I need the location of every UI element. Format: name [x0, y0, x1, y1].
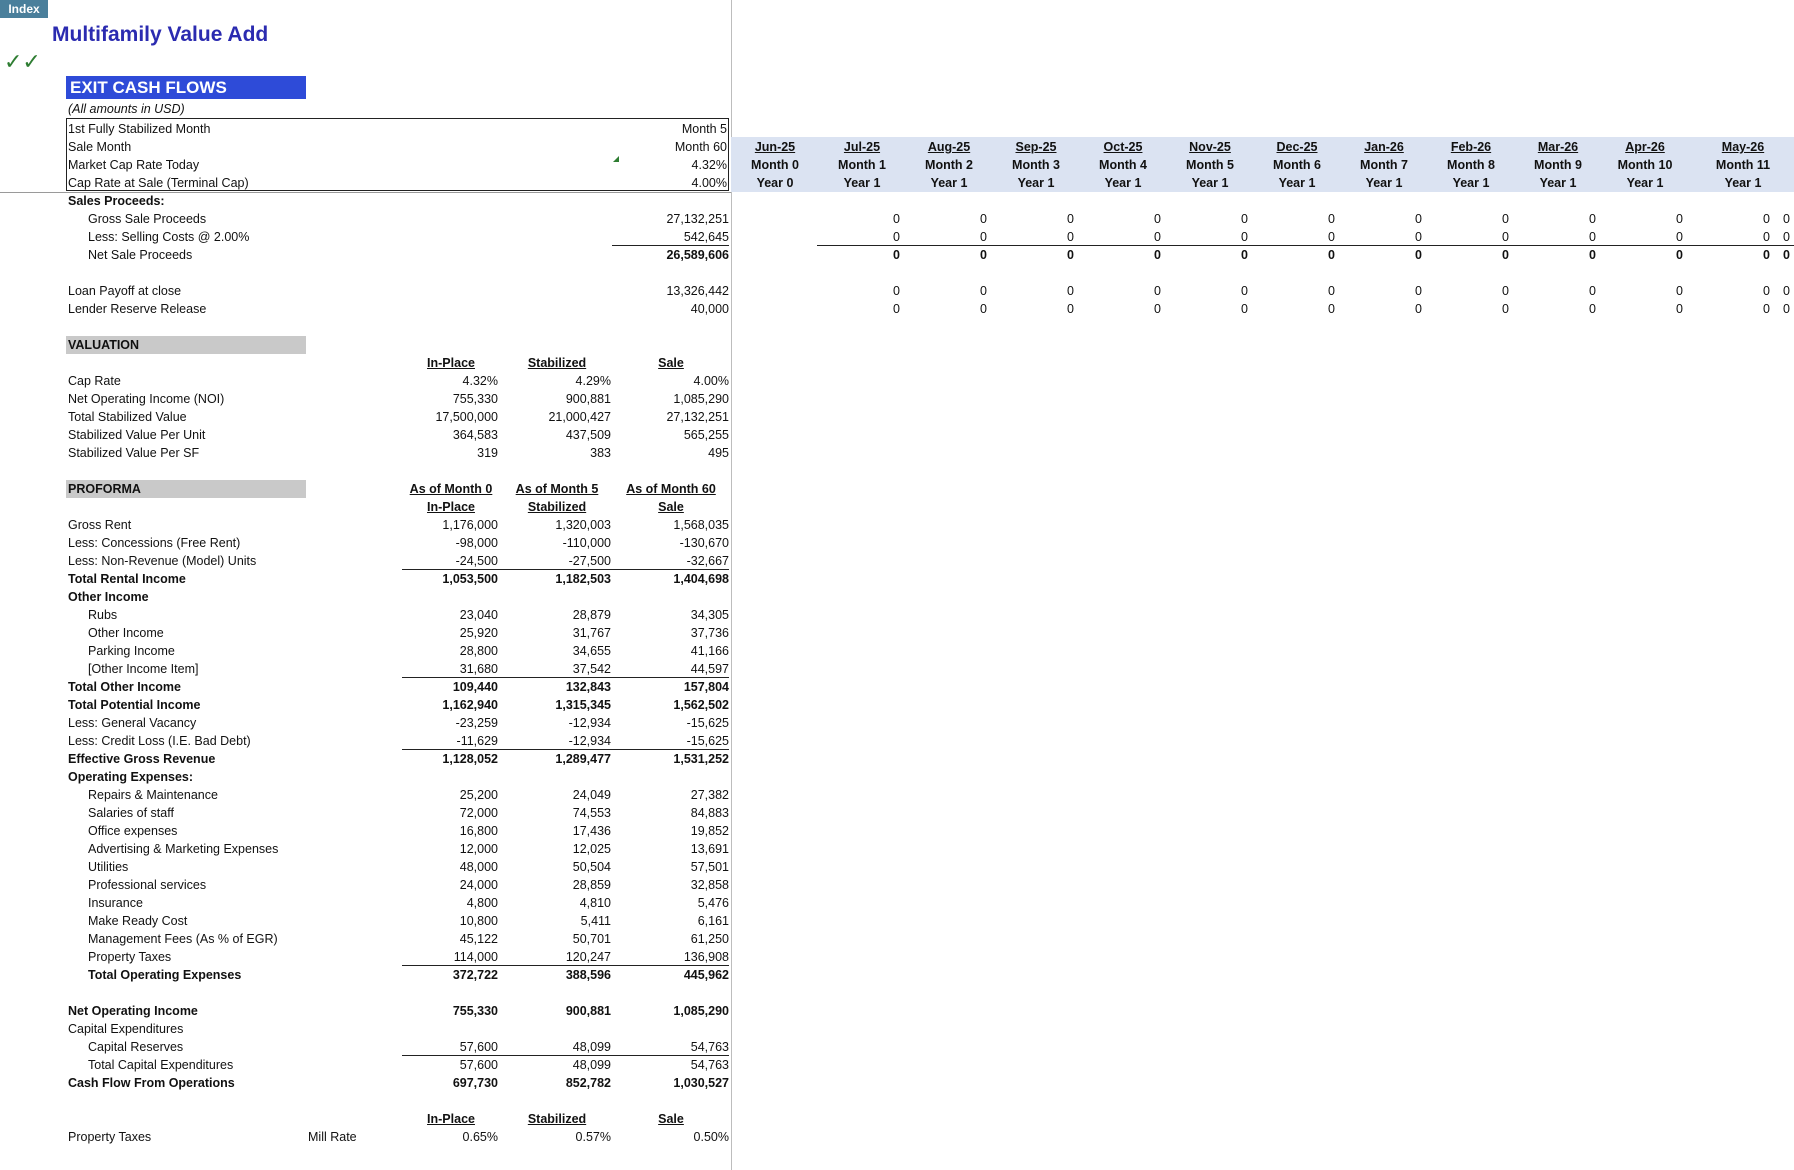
mill-rate-value[interactable]: 0.65% [462, 1130, 498, 1144]
timeline-cell[interactable]: 0 [1676, 284, 1683, 298]
assumption-label: Sale Month [68, 140, 132, 154]
proforma-value[interactable]: 697,730 [452, 1076, 498, 1090]
timeline-cell[interactable]: 0 [1763, 248, 1770, 262]
timeline-year: Year 1 [1191, 176, 1229, 190]
timeline-cell[interactable]: 0 [1783, 302, 1790, 316]
valuation-value[interactable]: 383 [590, 446, 611, 460]
timeline-cell[interactable]: 0 [1328, 248, 1335, 262]
currency-note: (All amounts in USD) [68, 102, 185, 116]
valuation-value[interactable]: 4.29% [575, 374, 611, 388]
valuation-row-label: Stabilized Value Per SF [68, 446, 200, 460]
timeline-year: Year 1 [930, 176, 968, 190]
timeline-year: Year 1 [1724, 176, 1762, 190]
timeline-cell[interactable]: 0 [1415, 302, 1422, 316]
proforma-value[interactable]: -27,500 [568, 554, 611, 568]
valuation-value[interactable]: 900,881 [565, 392, 611, 406]
proforma-value[interactable]: 37,542 [572, 662, 611, 676]
proforma-value[interactable]: 1,053,500 [442, 572, 498, 586]
timeline-cell[interactable]: 0 [1067, 302, 1074, 316]
proforma-value[interactable]: 31,767 [572, 626, 611, 640]
timeline-cell[interactable]: 0 [1676, 248, 1683, 262]
timeline-month: Month 1 [838, 158, 886, 172]
valuation-value[interactable]: 565,255 [683, 428, 729, 442]
timeline-cell[interactable]: 0 [1502, 284, 1509, 298]
timeline-cell[interactable]: 0 [1154, 284, 1161, 298]
proforma-row-label: Repairs & Maintenance [88, 788, 218, 802]
proforma-row-label: Operating Expenses: [68, 770, 194, 784]
proforma-header: PROFORMA [66, 480, 306, 498]
timeline-cell[interactable]: 0 [1328, 302, 1335, 316]
proforma-value[interactable]: -23,259 [455, 716, 498, 730]
valuation-row-label: Cap Rate [68, 374, 121, 388]
proforma-value[interactable]: 72,000 [459, 806, 498, 820]
proforma-value[interactable]: 1,568,035 [673, 518, 729, 532]
proforma-value[interactable]: 445,962 [683, 968, 729, 982]
sale-row-label: Less: Selling Costs @ 2.00% [88, 230, 250, 244]
proforma-value[interactable]: -32,667 [686, 554, 729, 568]
proforma-value[interactable]: 48,099 [572, 1040, 611, 1054]
proforma-value[interactable]: 1,315,345 [555, 698, 611, 712]
proforma-value[interactable]: 32,858 [690, 878, 729, 892]
proforma-value[interactable]: -130,670 [679, 536, 729, 550]
subtotal-line [402, 677, 729, 678]
proforma-row-label: Gross Rent [68, 518, 132, 532]
assumption-value[interactable]: 4.32% [691, 158, 727, 172]
proforma-value[interactable]: -24,500 [455, 554, 498, 568]
timeline-month: Month 3 [1012, 158, 1060, 172]
proforma-column-header: As of Month 0 [409, 482, 493, 496]
proforma-value[interactable]: 37,736 [690, 626, 729, 640]
proforma-value[interactable]: 45,122 [459, 932, 498, 946]
timeline-month: Month 11 [1715, 158, 1771, 172]
proforma-row-label: Make Ready Cost [88, 914, 188, 928]
proforma-column-header: As of Month 5 [515, 482, 599, 496]
timeline-year: Year 1 [1104, 176, 1142, 190]
proforma-value[interactable]: 57,501 [690, 860, 729, 874]
noi-value[interactable]: 1,085,290 [673, 1004, 729, 1018]
sale-row-value[interactable]: 26,589,606 [666, 248, 729, 262]
timeline-month: Month 9 [1534, 158, 1582, 172]
index-tab[interactable]: Index [0, 0, 48, 18]
timeline-cell[interactable]: 0 [1783, 248, 1790, 262]
sale-row-label: Net Sale Proceeds [88, 248, 193, 262]
proforma-row-label: Less: Non-Revenue (Model) Units [68, 554, 257, 568]
noi-value[interactable]: 900,881 [565, 1004, 611, 1018]
timeline-cell[interactable]: 0 [1676, 230, 1683, 244]
timeline-year: Year 1 [843, 176, 881, 190]
timeline-cell[interactable]: 0 [1763, 212, 1770, 226]
timeline-date: Apr-26 [1625, 140, 1665, 154]
timeline-date: Oct-25 [1103, 140, 1143, 154]
valuation-value[interactable]: 495 [708, 446, 729, 460]
proforma-value[interactable]: -15,625 [686, 716, 729, 730]
timeline-cell[interactable]: 0 [1067, 284, 1074, 298]
proforma-row-label: Professional services [88, 878, 207, 892]
proforma-value[interactable]: 1,531,252 [673, 752, 729, 766]
proforma-value[interactable]: 157,804 [683, 680, 729, 694]
proforma-value[interactable]: 34,305 [690, 608, 729, 622]
proforma-value[interactable]: 114,000 [453, 950, 498, 964]
proforma-value[interactable]: 1,162,940 [442, 698, 498, 712]
proforma-value[interactable]: 61,250 [690, 932, 729, 946]
assumption-label: 1st Fully Stabilized Month [68, 122, 211, 136]
timeline-cell[interactable]: 0 [980, 284, 987, 298]
timeline-year: Year 1 [1365, 176, 1403, 190]
proforma-value[interactable]: 5,411 [580, 914, 611, 928]
timeline-year: Year 1 [1626, 176, 1664, 190]
subtotal-line [402, 569, 729, 570]
timeline-cell[interactable]: 0 [1328, 230, 1335, 244]
timeline-cell[interactable]: 0 [1328, 284, 1335, 298]
proforma-row-label: Total Other Income [68, 680, 181, 694]
proforma-value[interactable]: 1,320,003 [555, 518, 611, 532]
timeline-cell[interactable]: 0 [1415, 248, 1422, 262]
timeline-cell[interactable]: 0 [1415, 284, 1422, 298]
valuation-value[interactable]: 1,085,290 [673, 392, 729, 406]
timeline-cell[interactable]: 0 [1415, 230, 1422, 244]
timeline-cell[interactable]: 0 [893, 248, 900, 262]
proforma-value[interactable]: 23,040 [459, 608, 498, 622]
valuation-value[interactable]: 437,509 [565, 428, 611, 442]
proforma-value[interactable]: 54,763 [690, 1040, 729, 1054]
proforma-value[interactable]: 31,680 [459, 662, 498, 676]
mill-rate-value[interactable]: 0.57% [575, 1130, 611, 1144]
proforma-value[interactable]: 6,161 [697, 914, 729, 928]
valuation-row-label: Total Stabilized Value [68, 410, 187, 424]
proforma-value[interactable]: 44,597 [690, 662, 729, 676]
timeline-cell[interactable]: 0 [1589, 212, 1596, 226]
timeline-date: Sep-25 [1015, 140, 1057, 154]
proforma-row-label: Other Income [68, 590, 149, 604]
valuation-value[interactable]: 17,500,000 [435, 410, 498, 424]
proforma-value[interactable]: 4,810 [579, 896, 611, 910]
timeline-cell[interactable]: 0 [1783, 230, 1790, 244]
timeline-cell[interactable]: 0 [893, 212, 900, 226]
assumption-label: Cap Rate at Sale (Terminal Cap) [68, 176, 249, 190]
proforma-value[interactable]: -12,934 [568, 716, 611, 730]
loan-payoff-label: Loan Payoff at close [68, 284, 182, 298]
timeline-month: Month 10 [1617, 158, 1673, 172]
timeline-cell[interactable]: 0 [1067, 230, 1074, 244]
proforma-value[interactable]: 1,404,698 [673, 572, 729, 586]
proforma-value[interactable]: 28,800 [459, 644, 498, 658]
proforma-value[interactable]: 50,701 [572, 932, 611, 946]
proforma-row-label: Office expenses [88, 824, 178, 838]
proforma-value[interactable]: 54,763 [690, 1058, 729, 1072]
proforma-value[interactable]: 1,176,000 [442, 518, 498, 532]
exit-cash-flows-header: EXIT CASH FLOWS [66, 76, 306, 99]
proforma-value[interactable]: 852,782 [565, 1076, 611, 1090]
lender-reserve-value[interactable]: 40,000 [690, 302, 729, 316]
proforma-row-label: Parking Income [88, 644, 175, 658]
proforma-value[interactable]: 48,000 [459, 860, 498, 874]
timeline-cell[interactable]: 0 [1502, 248, 1509, 262]
proforma-value[interactable]: 372,722 [452, 968, 498, 982]
proforma-row-label: Advertising & Marketing Expenses [88, 842, 279, 856]
proforma-value[interactable]: 27,382 [690, 788, 729, 802]
timeline-cell[interactable]: 0 [1589, 302, 1596, 316]
proforma-row-label: Capital Reserves [88, 1040, 184, 1054]
timeline-month: Month 5 [1186, 158, 1234, 172]
timeline-cell[interactable]: 0 [1763, 284, 1770, 298]
valuation-value[interactable]: 4.32% [462, 374, 498, 388]
valuation-value[interactable]: 21,000,427 [548, 410, 611, 424]
proforma-row-label: Effective Gross Revenue [68, 752, 216, 766]
valuation-column-header: Sale [658, 356, 684, 370]
timeline-subtotal-line [817, 245, 1794, 246]
valuation-column-header: In-Place [427, 356, 475, 370]
valuation-column-header: Stabilized [527, 356, 587, 370]
timeline-cell[interactable]: 0 [1241, 302, 1248, 316]
proforma-value[interactable]: 136,908 [683, 950, 729, 964]
assumption-value[interactable]: Month 60 [674, 140, 727, 154]
proforma-row-label: Utilities [88, 860, 129, 874]
proforma-value[interactable]: 25,200 [459, 788, 498, 802]
proforma-row-label: [Other Income Item] [88, 662, 199, 676]
timeline-cell[interactable]: 0 [980, 302, 987, 316]
proforma-value[interactable]: 57,600 [459, 1040, 498, 1054]
proforma-value[interactable]: -15,625 [686, 734, 729, 748]
mill-rate-column-header: In-Place [427, 1112, 475, 1126]
timeline-cell[interactable]: 0 [980, 248, 987, 262]
timeline-cell[interactable]: 0 [1067, 212, 1074, 226]
timeline-cell[interactable]: 0 [1241, 284, 1248, 298]
valuation-value[interactable]: 27,132,251 [666, 410, 729, 424]
proforma-value[interactable]: -110,000 [562, 536, 611, 550]
assumption-value[interactable]: 4.00% [691, 176, 727, 190]
proforma-row-label: Property Taxes [88, 950, 172, 964]
valuation-value[interactable]: 319 [477, 446, 498, 460]
timeline-cell[interactable]: 0 [980, 230, 987, 244]
proforma-value[interactable]: 41,166 [690, 644, 729, 658]
timeline-cell[interactable]: 0 [1328, 212, 1335, 226]
proforma-value[interactable]: 25,920 [459, 626, 498, 640]
sale-row-value[interactable]: 27,132,251 [666, 212, 729, 226]
loan-payoff-value[interactable]: 13,326,442 [666, 284, 729, 298]
check-mark-icon: ✓✓ [4, 49, 41, 74]
timeline-date: Dec-25 [1276, 140, 1318, 154]
proforma-row-label: Total Operating Expenses [88, 968, 242, 982]
timeline-month: Month 6 [1273, 158, 1321, 172]
timeline-month: Month 8 [1447, 158, 1495, 172]
proforma-value[interactable]: -12,934 [568, 734, 611, 748]
assumption-label: Market Cap Rate Today [68, 158, 200, 172]
proforma-row-label: Cash Flow From Operations [68, 1076, 235, 1090]
sale-row-label: Gross Sale Proceeds [88, 212, 207, 226]
timeline-date: Jul-25 [843, 140, 881, 154]
mill-rate-value[interactable]: 0.50% [693, 1130, 729, 1144]
proforma-value[interactable]: 17,436 [572, 824, 611, 838]
timeline-date: Jun-25 [754, 140, 796, 154]
proforma-value[interactable]: 1,562,502 [673, 698, 729, 712]
timeline-year: Year 1 [1452, 176, 1490, 190]
proforma-row-label: Less: General Vacancy [68, 716, 197, 730]
timeline-year: Year 1 [1539, 176, 1577, 190]
proforma-column-subheader: Sale [658, 500, 684, 514]
timeline-date: Nov-25 [1189, 140, 1231, 154]
timeline-cell[interactable]: 0 [1154, 302, 1161, 316]
timeline-year: Year 1 [1017, 176, 1055, 190]
proforma-row-label: Management Fees (As % of EGR) [88, 932, 278, 946]
timeline-year: Year 0 [756, 176, 794, 190]
sale-row-value[interactable]: 542,645 [683, 230, 729, 244]
valuation-row-label: Stabilized Value Per Unit [68, 428, 206, 442]
timeline-cell[interactable]: 0 [1763, 230, 1770, 244]
timeline-date: May-26 [1721, 140, 1765, 154]
timeline-year: Year 1 [1278, 176, 1316, 190]
proforma-value[interactable]: 48,099 [572, 1058, 611, 1072]
proforma-value[interactable]: 13,691 [690, 842, 729, 856]
timeline-cell[interactable]: 0 [1783, 212, 1790, 226]
proforma-value[interactable]: -11,629 [456, 734, 498, 748]
timeline-date: Feb-26 [1450, 140, 1492, 154]
timeline-cell[interactable]: 0 [980, 212, 987, 226]
timeline-cell[interactable]: 0 [1676, 302, 1683, 316]
timeline-cell[interactable]: 0 [1589, 248, 1596, 262]
timeline-cell[interactable]: 0 [1589, 230, 1596, 244]
proforma-row-label: Salaries of staff [88, 806, 174, 820]
timeline-cell[interactable]: 0 [1241, 230, 1248, 244]
proforma-value[interactable]: 1,128,052 [442, 752, 498, 766]
proforma-value[interactable]: 19,852 [690, 824, 729, 838]
proforma-row-label: Other Income [88, 626, 164, 640]
timeline-date: Mar-26 [1537, 140, 1579, 154]
proforma-row-label: Insurance [88, 896, 143, 910]
timeline-cell[interactable]: 0 [1502, 230, 1509, 244]
valuation-value[interactable]: 364,583 [452, 428, 498, 442]
proforma-value[interactable]: 388,596 [565, 968, 611, 982]
proforma-value[interactable]: 28,859 [572, 878, 611, 892]
timeline-month: Month 7 [1360, 158, 1408, 172]
timeline-cell[interactable]: 0 [1241, 248, 1248, 262]
valuation-value[interactable]: 4.00% [693, 374, 729, 388]
proforma-value[interactable]: 109,440 [452, 680, 498, 694]
proforma-value[interactable]: 24,049 [572, 788, 611, 802]
timeline-cell[interactable]: 0 [893, 284, 900, 298]
proforma-row-label: Total Rental Income [68, 572, 186, 586]
valuation-header: VALUATION [66, 336, 306, 354]
proforma-value[interactable]: 12,000 [459, 842, 498, 856]
timeline-cell[interactable]: 0 [1676, 212, 1683, 226]
subtotal-line [402, 965, 729, 966]
timeline-cell[interactable]: 0 [1763, 302, 1770, 316]
proforma-value[interactable]: 10,800 [459, 914, 498, 928]
timeline-cell[interactable]: 0 [1502, 302, 1509, 316]
subtotal-line [402, 1055, 729, 1056]
timeline-cell[interactable]: 0 [1067, 248, 1074, 262]
lender-reserve-label: Lender Reserve Release [68, 302, 207, 316]
proforma-value[interactable]: 1,182,503 [555, 572, 611, 586]
proforma-value[interactable]: 1,030,527 [673, 1076, 729, 1090]
timeline-cell[interactable]: 0 [1502, 212, 1509, 226]
assumption-value[interactable]: Month 5 [681, 122, 727, 136]
proforma-value[interactable]: 16,800 [459, 824, 498, 838]
proforma-column-subheader: In-Place [427, 500, 475, 514]
proforma-value[interactable]: 1,289,477 [555, 752, 611, 766]
timeline-date: Jan-26 [1364, 140, 1404, 154]
proforma-row-label: Rubs [88, 608, 118, 622]
proforma-value[interactable]: 28,879 [572, 608, 611, 622]
proforma-value[interactable]: 5,476 [697, 896, 729, 910]
timeline-cell[interactable]: 0 [1783, 284, 1790, 298]
proforma-column-header: As of Month 60 [626, 482, 716, 496]
timeline-cell[interactable]: 0 [893, 302, 900, 316]
mill-rate-column-header: Sale [658, 1112, 684, 1126]
proforma-row-label: Total Capital Expenditures [88, 1058, 234, 1072]
property-tax-label: Property Taxes [68, 1130, 152, 1144]
proforma-column-subheader: Stabilized [527, 500, 587, 514]
valuation-value[interactable]: 755,330 [452, 392, 498, 406]
subtotal-line [402, 749, 729, 750]
proforma-value[interactable]: 4,800 [466, 896, 498, 910]
subtotal-line [612, 245, 729, 246]
timeline-month: Month 0 [751, 158, 799, 172]
noi-label: Net Operating Income [68, 1004, 198, 1018]
timeline-date: Aug-25 [927, 140, 971, 154]
page-title: Multifamily Value Add [52, 23, 269, 46]
timeline-cell[interactable]: 0 [1154, 230, 1161, 244]
proforma-value[interactable]: 74,553 [572, 806, 611, 820]
mill-rate-label: Mill Rate [308, 1130, 357, 1144]
timeline-cell[interactable]: 0 [1154, 248, 1161, 262]
proforma-row-label: Less: Concessions (Free Rent) [68, 536, 241, 550]
timeline-cell[interactable]: 0 [1589, 284, 1596, 298]
proforma-value[interactable]: 12,025 [572, 842, 611, 856]
proforma-value[interactable]: 34,655 [572, 644, 611, 658]
proforma-value[interactable]: 84,883 [690, 806, 729, 820]
mill-rate-column-header: Stabilized [527, 1112, 587, 1126]
valuation-row-label: Net Operating Income (NOI) [68, 392, 225, 406]
capex-label: Capital Expenditures [68, 1022, 184, 1036]
proforma-row-label: Total Potential Income [68, 698, 201, 712]
proforma-value[interactable]: 24,000 [459, 878, 498, 892]
timeline-cell[interactable]: 0 [1154, 212, 1161, 226]
timeline-cell[interactable]: 0 [893, 230, 900, 244]
timeline-cell[interactable]: 0 [1241, 212, 1248, 226]
timeline-month: Month 4 [1099, 158, 1147, 172]
proforma-value[interactable]: -98,000 [455, 536, 498, 550]
proforma-row-label: Less: Credit Loss (I.E. Bad Debt) [68, 734, 251, 748]
proforma-value[interactable]: 50,504 [572, 860, 611, 874]
noi-value[interactable]: 755,330 [452, 1004, 498, 1018]
timeline-cell[interactable]: 0 [1415, 212, 1422, 226]
timeline-month: Month 2 [925, 158, 973, 172]
proforma-value[interactable]: 120,247 [565, 950, 611, 964]
proforma-value[interactable]: 57,600 [459, 1058, 498, 1072]
sales-proceeds-label: Sales Proceeds: [68, 194, 165, 208]
proforma-value[interactable]: 132,843 [565, 680, 611, 694]
